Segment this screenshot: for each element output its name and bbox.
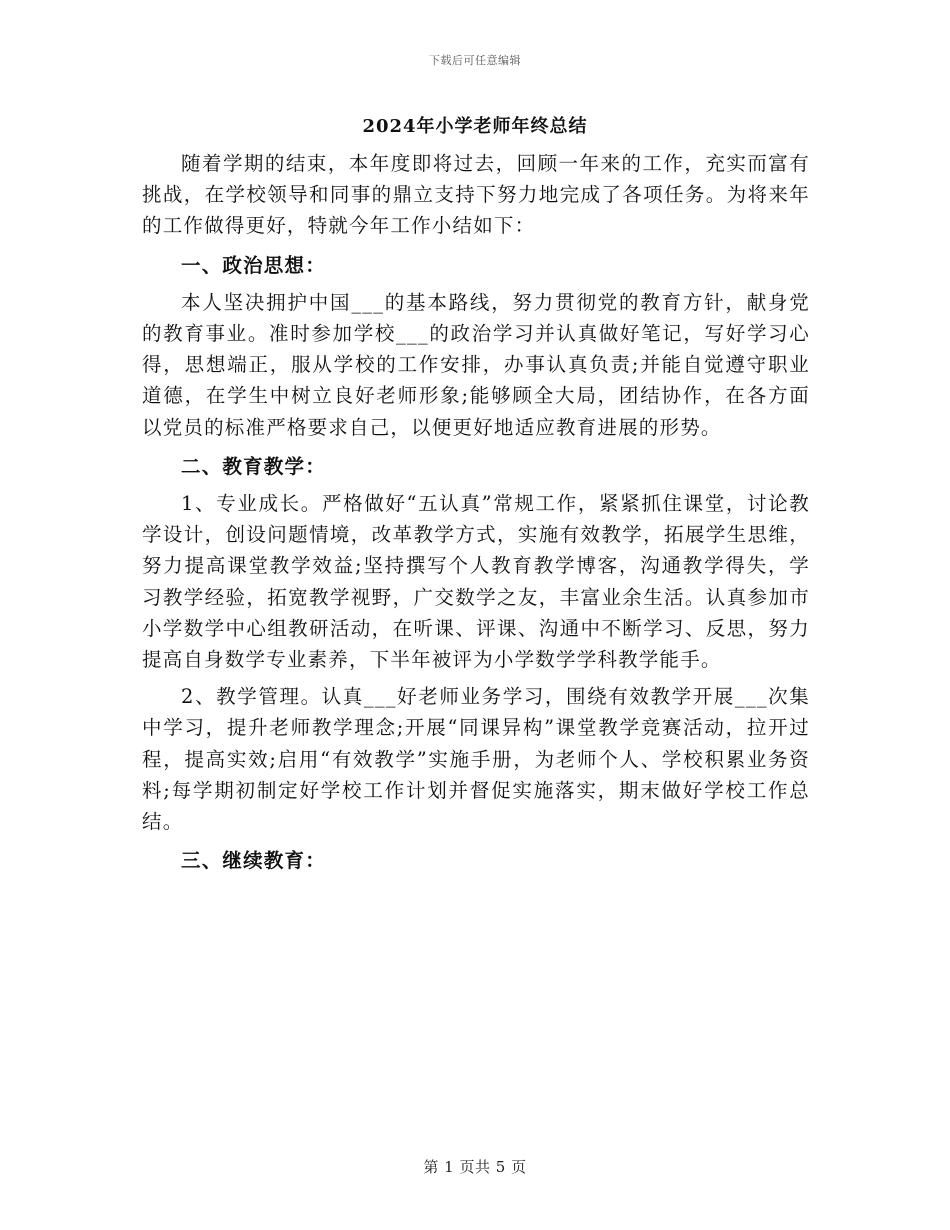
page-header-note: 下载后可任意编辑 bbox=[429, 54, 521, 67]
section-heading-teaching: 二、教育教学： bbox=[181, 454, 326, 478]
section-heading-continuing-education: 三、继续教育： bbox=[181, 849, 326, 873]
page-number-footer: 第 1 页共 5 页 bbox=[423, 1158, 527, 1176]
section-body-politics: 本人坚决拥护中国___的基本路线，努力贯彻党的教育方针，献身党的教育事业。准时参加学校___的政治学习并认真做好笔记，写好学习心得，思想端正，服从学校的工作安排，办事认真负责;并能自觉遵守职业道德，在学生中树立良好老师形象;能够顾全大局，团结协作，在各方面以党员的标准严格要求自己，以便更好地适应教育进展的形势。 bbox=[142, 290, 810, 439]
teaching-item-management: 2、教学管理。认真___好老师业务学习，围绕有效教学开展___次集中学习，提升老师教学理念;开展“同课异构”课堂教学竞赛活动，拉开过程，提高实效;启用“有效教学”实施手册，为老师个人、学校积累业务资料;每学期初制定好学校工作计划并督促实施落实，期末做好学校工作总结。 bbox=[142, 685, 810, 834]
document-body bbox=[142, 148, 810, 882]
intro-paragraph: 随着学期的结束，本年度即将过去，回顾一年来的工作，充实而富有挑战，在学校领导和同事的鼎立支持下努力地完成了各项任务。为将来年的工作做得更好，特就今年工作小结如下： bbox=[142, 152, 810, 238]
teaching-item-professional-growth: 1、专业成长。严格做好“五认真”常规工作，紧紧抓住课堂，讨论教学设计，创设问题情境，改革教学方式，实施有效教学，拓展学生思维，努力提高课堂教学效益;坚持撰写个人教育教学博客，沟通教学得失，学习教学经验，拓宽教学视野，广交数学之友，丰富业余生活。认真参加市小学数学中心组教研活动，在听课、评课、沟通中不断学习、反思，努力提高自身数学专业素养，下半年被评为小学数学学科教学能手。 bbox=[142, 492, 810, 672]
document-title: 2024年小学老师年终总结 bbox=[362, 116, 588, 137]
section-heading-politics: 一、政治思想： bbox=[181, 253, 326, 277]
